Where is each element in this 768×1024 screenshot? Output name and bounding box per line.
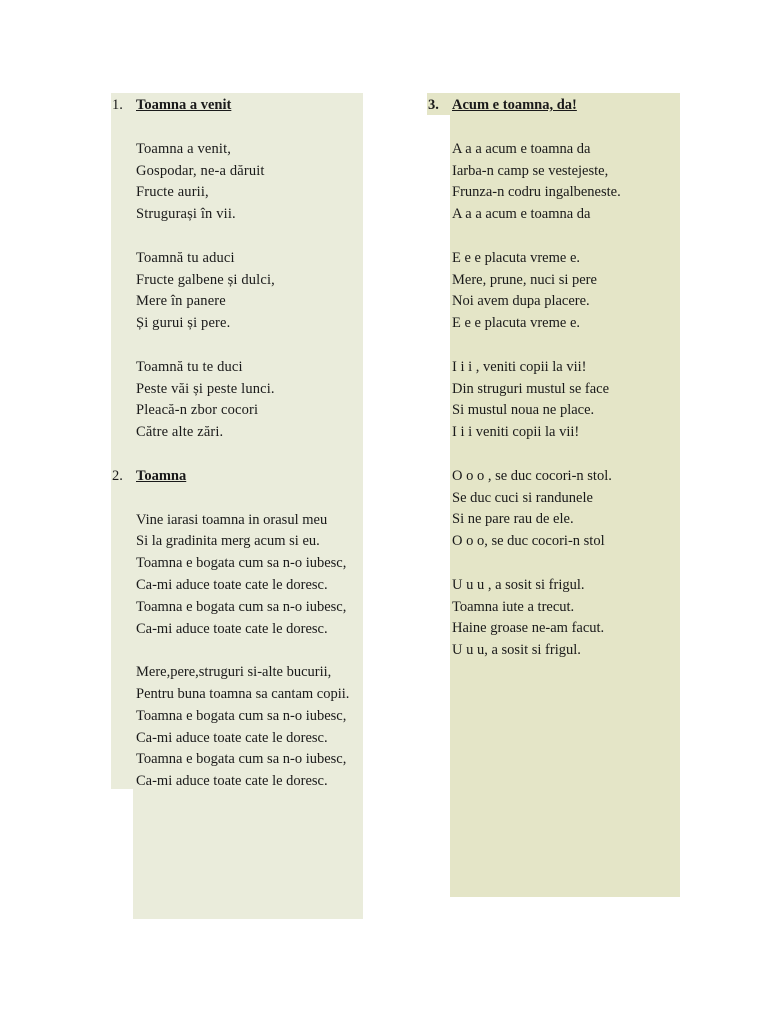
verse-line: Si mustul noua ne place. bbox=[452, 402, 595, 419]
verse-line: Către alte zări. bbox=[136, 424, 224, 441]
verse-line: Frunza-n codru ingalbeneste. bbox=[452, 184, 621, 201]
verse-line: U u u, a sosit si frigul. bbox=[452, 642, 581, 659]
poem-acum-e-toamna-da bbox=[428, 95, 678, 662]
stanza bbox=[136, 357, 362, 444]
stanza bbox=[452, 466, 678, 553]
stanza bbox=[136, 139, 362, 226]
stanza bbox=[136, 248, 362, 335]
poem-toamna bbox=[112, 466, 362, 793]
verse-line: Vine iarasi toamna in orasul meu bbox=[136, 511, 328, 528]
verse-line: Și gurui și pere. bbox=[136, 315, 231, 332]
verse-line: E e e placuta vreme e. bbox=[452, 315, 581, 332]
poem-number: 3. bbox=[428, 97, 439, 113]
stanza bbox=[452, 139, 678, 226]
verse-line: Toamna iute a trecut. bbox=[452, 598, 575, 615]
verse-line: Noi avem dupa placere. bbox=[452, 293, 590, 310]
verse-line: Ca-mi aduce toate cate le doresc. bbox=[136, 773, 328, 790]
poem-heading bbox=[428, 95, 678, 117]
stanza bbox=[136, 662, 362, 793]
verse-line: I i i veniti copii la vii! bbox=[452, 424, 580, 441]
verse-line: O o o, se duc cocori-n stol bbox=[452, 533, 605, 550]
verse-line: Fructe galbene și dulci, bbox=[136, 271, 275, 288]
verse-line: Si la gradinita merg acum si eu. bbox=[136, 533, 320, 550]
poem-heading bbox=[112, 95, 362, 117]
verse-line: Toamnă tu aduci bbox=[136, 249, 235, 266]
poem-toamna-a-venit bbox=[112, 95, 362, 444]
verse-line: A a a acum e toamna da bbox=[452, 206, 591, 223]
verse-line: O o o , se duc cocori-n stol. bbox=[452, 467, 612, 484]
verse-line: I i i , veniti copii la vii! bbox=[452, 358, 587, 375]
verse-line: Strugurași în vii. bbox=[136, 206, 236, 223]
poem-title: Acum e toamna, da! bbox=[452, 97, 577, 113]
verse-line: Gospodar, ne-a dăruit bbox=[136, 162, 265, 179]
verse-line: Toamnă tu te duci bbox=[136, 358, 243, 375]
poem-title: Toamna bbox=[136, 467, 187, 484]
verse-line: Mere în panere bbox=[136, 293, 226, 310]
verse-line: U u u , a sosit si frigul. bbox=[452, 576, 585, 593]
verse-line: Toamna e bogata cum sa n-o iubesc, bbox=[136, 598, 347, 615]
verse-line: Din struguri mustul se face bbox=[452, 380, 610, 397]
verse-line: Toamna e bogata cum sa n-o iubesc, bbox=[136, 707, 347, 724]
right-column bbox=[428, 95, 678, 662]
verse-line: Se duc cuci si randunele bbox=[452, 489, 593, 506]
stanza bbox=[452, 357, 678, 444]
stanza bbox=[452, 575, 678, 662]
verse-line: Iarba-n camp se vestejeste, bbox=[452, 162, 609, 179]
verse-line: Haine groase ne-am facut. bbox=[452, 620, 605, 637]
verse-line: Ca-mi aduce toate cate le doresc. bbox=[136, 576, 328, 593]
left-column-background-extension bbox=[133, 789, 363, 919]
verse-line: E e e placuta vreme e. bbox=[452, 249, 581, 266]
stanza bbox=[136, 510, 362, 641]
verse-line: Mere,pere,struguri si-alte bucurii, bbox=[136, 664, 332, 681]
verse-line: Ca-mi aduce toate cate le doresc. bbox=[136, 620, 328, 637]
verse-line: A a a acum e toamna da bbox=[452, 140, 591, 157]
poem-number: 2. bbox=[112, 467, 123, 484]
left-column bbox=[112, 95, 362, 793]
verse-line: Pentru buna toamna sa cantam copii. bbox=[136, 685, 350, 702]
verse-line: Toamna e bogata cum sa n-o iubesc, bbox=[136, 751, 347, 768]
verse-line: Fructe aurii, bbox=[136, 184, 209, 201]
stanza bbox=[452, 248, 678, 335]
verse-line: Toamna a venit, bbox=[136, 140, 232, 157]
verse-line: Pleacă-n zbor cocori bbox=[136, 402, 259, 419]
poem-heading bbox=[112, 466, 362, 488]
poem-title: Toamna a venit bbox=[136, 97, 232, 113]
verse-line: Ca-mi aduce toate cate le doresc. bbox=[136, 729, 328, 746]
verse-line: Toamna e bogata cum sa n-o iubesc, bbox=[136, 555, 347, 572]
verse-line: Mere, prune, nuci si pere bbox=[452, 271, 597, 288]
verse-line: Peste văi și peste lunci. bbox=[136, 380, 275, 397]
verse-line: Si ne pare rau de ele. bbox=[452, 511, 574, 528]
poem-number: 1. bbox=[112, 97, 123, 113]
